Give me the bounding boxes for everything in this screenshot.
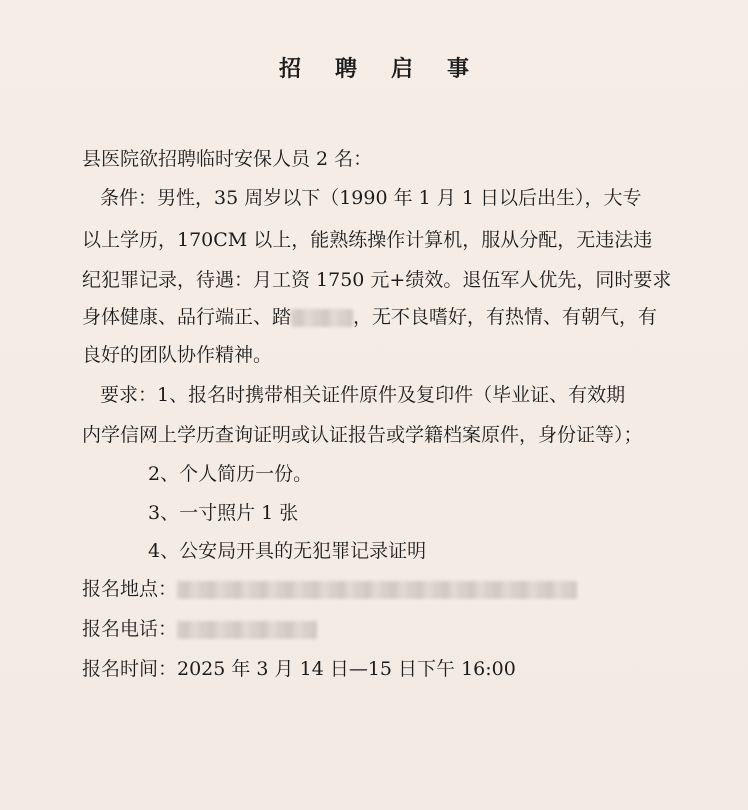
condition-line-1: 条件：男性，35 周岁以下（1990 年 1 月 1 日以后出生），大专 <box>100 187 642 209</box>
requirement-item-2: 2、个人简历一份。 <box>148 463 313 485</box>
requirement-item-3: 3、一寸照片 1 张 <box>148 502 299 524</box>
redacted-phone <box>177 621 317 639</box>
condition-line-4 <box>82 306 657 330</box>
condition-line-4-part-2: ，无不良嗜好，有热情、有朝气，有 <box>353 306 658 328</box>
requirement-item-4: 4、公安局开具的无犯罪记录证明 <box>148 540 427 562</box>
page-title: 招聘启事 <box>278 56 503 82</box>
requirement-line-1: 要求：1、报名时携带相关证件原件及复印件（毕业证、有效期 <box>100 384 626 406</box>
intro-line: 县医院欲招聘临时安保人员 2 名： <box>82 148 373 170</box>
condition-line-3: 纪犯罪记录，待遇：月工资 1750 元+绩效。退伍军人优先，同时要求 <box>82 269 672 291</box>
time-line: 报名时间：2025 年 3 月 14 日—15 日下午 16:00 <box>82 658 516 680</box>
phone-line <box>82 618 317 642</box>
address-line <box>82 578 577 602</box>
phone-label: 报名电话： <box>82 618 178 640</box>
redacted-text <box>291 309 353 327</box>
requirement-line-2: 内学信网上学历查询证明或认证报告或学籍档案原件，身份证等）； <box>82 424 643 446</box>
condition-line-4-part-1: 身体健康、品行端正、踏 <box>82 306 292 328</box>
address-label: 报名地点： <box>82 578 178 600</box>
condition-line-2: 以上学历，170CM 以上，能熟练操作计算机，服从分配，无违法违 <box>82 229 653 251</box>
redacted-address <box>177 581 577 599</box>
condition-line-5: 良好的团队协作精神。 <box>82 344 273 366</box>
